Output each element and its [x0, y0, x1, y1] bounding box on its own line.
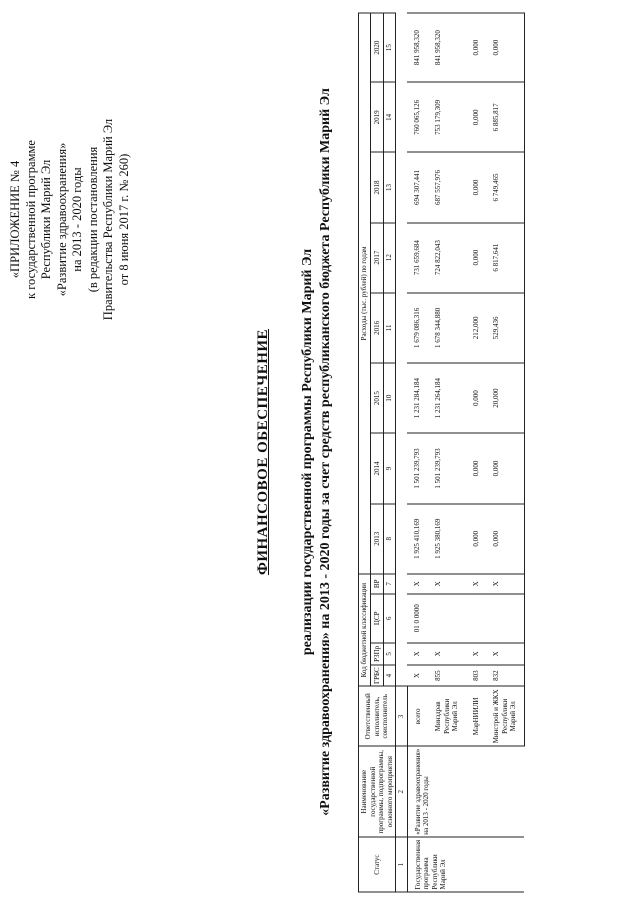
cell-value: 20,000 [486, 363, 524, 433]
appendix-line: (в редакции постановления [85, 146, 100, 293]
cell-value: 212,000 [466, 293, 487, 363]
cell-value: 1 231 264,184 [428, 363, 466, 433]
column-number: 4 [383, 665, 395, 687]
row-program-name: «Развитие здравоохранения» на 2013 - 2020 годы [407, 746, 524, 837]
cell-grbs: 832 [486, 665, 524, 687]
cell-value: 6 817,641 [486, 223, 524, 293]
cell-value: 0,000 [466, 504, 487, 574]
column-number: 6 [383, 594, 395, 643]
appendix-line: «ПРИЛОЖЕНИЕ № 4 [8, 160, 22, 279]
cell-value: 760 065,126 [407, 82, 428, 152]
appendix-line: от 8 июня 2017 г. № 260) [116, 153, 131, 286]
cell-grbs: 803 [466, 665, 487, 687]
cell-rzpr: Х [466, 643, 487, 665]
table-row [407, 13, 428, 892]
column-number: 2 [396, 746, 408, 837]
cell-value: 1 501 239,793 [428, 433, 466, 503]
header-rzpr: РЗПр [371, 643, 383, 665]
column-number: 9 [383, 433, 395, 503]
header-budget-code: Код бюджетной классификации [359, 574, 371, 687]
financing-table [358, 13, 525, 893]
header-year: 2017 [371, 223, 383, 293]
header-name: Наименование государственной программы, подпрограммы, основного мероприятия [359, 746, 396, 837]
cell-vr: Х [407, 574, 428, 594]
cell-value: 0,000 [466, 363, 487, 433]
appendix-line: к государственной программе [23, 140, 38, 299]
header-year: 2014 [371, 433, 383, 503]
appendix-line: Республики Марий Эл [39, 159, 53, 280]
document-subtitle-2: «Развитие здравоохранения» на 2013 - 2020 годы за счет средств республиканского бюджета Республики Марий Эл [318, 88, 333, 816]
cell-value: 1 679 086,316 [407, 293, 428, 363]
cell-csr [466, 594, 487, 643]
cell-value: 1 501 239,793 [407, 433, 428, 503]
cell-vr: Х [428, 574, 466, 594]
column-number: 3 [396, 686, 408, 746]
header-year: 2016 [371, 293, 383, 363]
header-csr: ЦСР [371, 594, 383, 643]
cell-value: 731 659,684 [407, 223, 428, 293]
cell-value: 6 749,465 [486, 152, 524, 222]
header-executor: Ответственный исполнитель, соисполнитель [359, 686, 396, 746]
cell-value: 1 231 284,184 [407, 363, 428, 433]
column-number: 5 [383, 643, 395, 665]
cell-value: 1 925 410,169 [407, 504, 428, 574]
cell-executor: Минстрой и ЖКХ Республики Марий Эл [486, 686, 524, 746]
cell-value: 1 925 380,169 [428, 504, 466, 574]
cell-value: 6 885,817 [486, 82, 524, 152]
cell-value: 841 958,320 [407, 13, 428, 82]
appendix-line: на 2013 - 2020 годы [70, 167, 84, 272]
cell-value: 724 822,043 [428, 223, 466, 293]
column-number: 8 [383, 504, 395, 574]
cell-grbs: 855 [428, 665, 466, 687]
appendix-line: «Развитие здравоохранения» [54, 142, 69, 297]
cell-csr [486, 594, 524, 643]
cell-executor: МарНИИЛИ [466, 686, 487, 746]
document-subtitle-1: реализации государственной программы Республики Марий Эл [300, 248, 315, 656]
column-number: 13 [383, 152, 395, 222]
header-year: 2013 [371, 504, 383, 574]
cell-value: 0,000 [466, 433, 487, 503]
cell-executor: всего [407, 686, 428, 746]
cell-value: 687 557,976 [428, 152, 466, 222]
cell-value: 0,000 [486, 504, 524, 574]
column-number: 12 [383, 223, 395, 293]
header-year: 2018 [371, 152, 383, 222]
cell-value: 0,000 [486, 433, 524, 503]
cell-value: 0,000 [466, 82, 487, 152]
cell-executor: Минздрав Республики Марий Эл [428, 686, 466, 746]
cell-grbs: Х [407, 665, 428, 687]
column-number: 7 [383, 574, 395, 594]
header-vr: ВР [371, 574, 383, 594]
cell-vr: Х [486, 574, 524, 594]
appendix-line: Правительства Республики Марий Эл [101, 118, 115, 321]
cell-value: 694 307,441 [407, 152, 428, 222]
cell-value: 753 179,309 [428, 82, 466, 152]
column-number: 15 [383, 13, 395, 82]
cell-vr: Х [466, 574, 487, 594]
header-year: 2020 [371, 13, 383, 82]
column-number: 14 [383, 82, 395, 152]
cell-value: 0,000 [466, 223, 487, 293]
header-expenses: Расходы (тыс. рублей) по годам [359, 13, 371, 574]
header-year: 2015 [371, 363, 383, 433]
row-status: Государственная программа Республики Марий Эл [407, 837, 524, 892]
cell-value: 0,000 [466, 152, 487, 222]
column-number: 10 [383, 363, 395, 433]
cell-rzpr: Х [428, 643, 466, 665]
cell-rzpr: Х [407, 643, 428, 665]
column-number: 11 [383, 293, 395, 363]
cell-value: 0,000 [486, 13, 524, 82]
header-status: Статус [359, 837, 396, 892]
cell-value: 529,436 [486, 293, 524, 363]
cell-csr: 01 0 0000 [407, 594, 428, 643]
header-year: 2019 [371, 82, 383, 152]
header-grbs: ГРБС [371, 665, 383, 687]
cell-value: 0,000 [466, 13, 487, 82]
document-title: ФИНАНСОВОЕ ОБЕСПЕЧЕНИЕ [255, 328, 271, 576]
cell-value: 1 678 344,880 [428, 293, 466, 363]
cell-rzpr: Х [486, 643, 524, 665]
cell-csr [428, 594, 466, 643]
column-number: 1 [396, 837, 408, 892]
appendix-block [8, 15, 132, 425]
cell-value: 841 958,320 [428, 13, 466, 82]
